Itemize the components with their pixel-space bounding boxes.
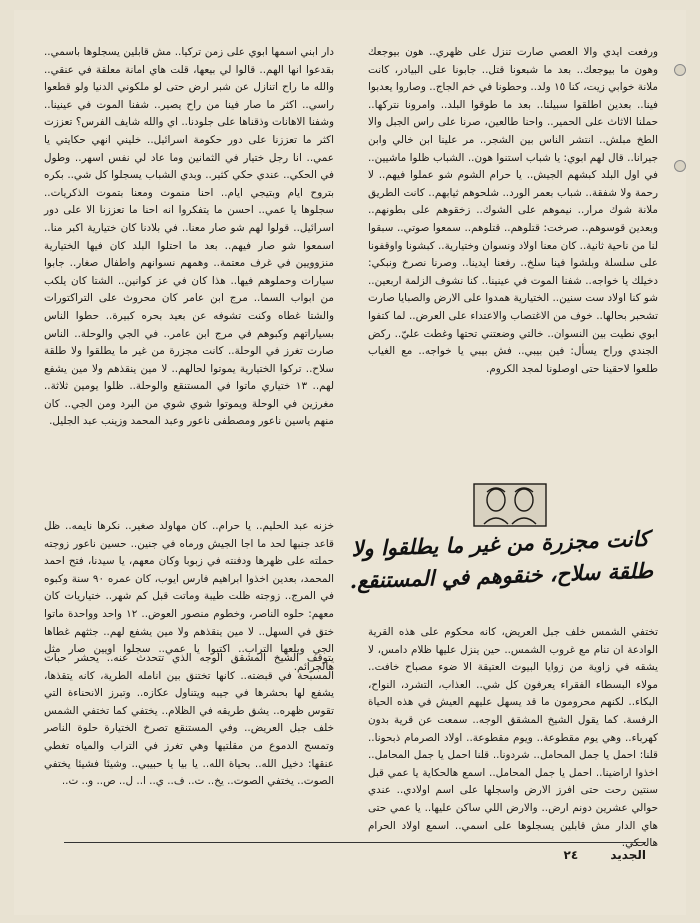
- binding-ring: [674, 64, 686, 76]
- magazine-name: الجديد: [610, 848, 646, 862]
- headline-line-1: كانت مجزرة من غير ما يطلقوا ولا: [351, 525, 650, 562]
- left-column-bottom-text: يتوقف الشيخ المشقق الوجه الذي تتحدث عنه.. يحشر حبات المسبحة في قبضته.. كانها تختنق بين انامله الطرية، كانه يتقذها، يشفع لها بحشرها في جيبه ويتناول عكازه.. وتبرز الانحناءة التي تقوس ظهره.. يشق طريقه في الظلام.. يختفي كما تختفي الشمس خلف جبل العريض.. وفي المستنقع تصرخ الختيارة حلوة الناصر وتمسح الدموع من مقلتيها وهي تغرز في التراب والمياه تغطي عنقها: دخيل الله.. بحياة الله.. يا بيا يا حبيبي.. وشيئا فشيئا يختفي الصوت.. يختفي الصوت.. يخ.. ت.. ف.. ي.. ا.. ل.. ص.. و.. ت..: [44, 652, 334, 788]
- right-column-top-text: ورفعت ايدي والا العصي صارت تنزل على ظهري.. هون بيوجعك وهون ما بيوجعك.. بعد ما شبعونا قتل.. جابونا على البيادر، كانت ملانة خوابي زيت، كنا ١٥ ولد.. وحطونا في خم الجاج.. وصاروا يعدبوا فينا.. بعدين اطلقوا سبيلنا.. بعد ما طوقوا البلد.. وامرونا نتركها.. حملنا الاثاث على الحمير.. واحنا طالعين، صرنا على راس الجبل والا الطخ مبلش.. انتشر الناس بين الشجر.. مر علينا ابن خالي وابن جيرانا.. قال لهم ابوي: يا شباب استنوا هون.. الشباب ظلوا ماشيين.. في اول البلد كبشهم الجيش.. يا حرام الشوم شو عملوا فيهم.. لا رحمة ولا شفقة.. شباب بعمر الورد.. شلحوهم ثيابهم.. كانت الطريق ملانة شوك مرار.. نيموهم على الشوك.. زخقوهم على بطونهم.. وبعدين قوسوهم.. صرخت: قتلوهم.. قتلوهم.. سمعوا صوتي.. سبقوا لنا من ناحية ثانية.. كان معنا اولاد ونسوان وختيارية.. كبشونا واوقفونا على سلسلة وبلشوا فينا سلخ.. رفعنا ايدينا.. وصرنا نصرخ ونبكي: دخيلك يا خواجه.. شفنا الموت في عينينا.. كنا نشوف الزلمة اربعين.. شو كنا اولاد ست سنين.. الختيارية همدوا على الارض والصبايا صارت تشحبر بحالها.. خوف من الاغتصاب والاعتداء على العرض.. لما كتفوا ابوي نطيت بين النسوان.. خالتي وضعتني تحتها وغطت عليّ.. ركض الجندي وراح يسأل: فين بيبي.. فش بيبي يا خواجه.. مع الغياب طلعوا لاحقينا حتى اوصلونا لمجد الكروم.: [368, 46, 658, 375]
- footer-rule: [64, 842, 646, 843]
- pull-quote-headline: [345, 523, 658, 612]
- headline-line-2: طلقة سلاح، خنقوهم في المستنقع.: [349, 557, 654, 594]
- left-column-middle-text: خزنه عبد الحليم.. يا حرام.. كان مهاولد صغير.. نكرها نايمه.. ظل قاعد جنبها لحد ما اجا الجيش ورماه في جنين.. حسين ناعور زوجته حملته على ظهرها ودفنته في زبوبا وكان معهم، يا سيدنا، فتح احمد المحمد، بعدين اخذوا ابراهيم فارس ايوب، كان عمره ٩٠ سنة وكبوه في المرج.. زوجته ظلت طيبة وماتت قبل كم شهر.. ختياريات كان معهم: حلوه الناصر، وخطوم منصور العوض.. ١٢ واحد وواحدة ماتوا ختق في السهل.. لا مين ينقذهم ولا مين يشفع لهم.. جثثهم غطاها الجي وبلعها التراب.. اكتبوا يا عمي.. سجلوا اويين صار مثل هالجرائم.: [44, 520, 334, 673]
- left-column-top-text: دار ابني اسمها ابوي على زمن تركيا.. مش قابلين يسجلوها باسمي.. بقدعوا انها الهم.. قالوا لي بيعها، قلت هاي امانة معلقة في عنقي.. والله ما راح اتنازل عن شبر ارض حتى لو ملكوني الدنيا ولو قطعوا راسي.. اكثر ما صار فينا من راح يصير.. شفنا الموت في عينينا.. وشفنا الاهانات وذقناها على جلودنا.. اي والله شايف الفرس؟ تعززت اكثر ما تعززنا على دور حكومة اسرائيل.. خليني انهي حكايتي يا عمي.. انا رجل ختيار في الثمانين وما عاد لي نفس اسهر.. وطول في الحكي.. عندي حكي كثير.. وبدي الشباب يسجلوا كل شي.. بكره بتروح ايام وبتيجي ايام.. احنا منموت ومعنا بتموت الذكريات.. سجلوها يا عمي.. احسن ما يتفكروا انه احنا ما تعززنا الا على دور اسرائيل.. قولوا لهم شو صار معنا.. في بلادنا كان ختيارية اكبر منا.. اسمعوا شو صار فيهم.. بعد ما احتلوا البلد كان فيها الختيارية منزوويين في غرف معتمة.. وهمهم نسوانهم واطفال صغار.. جابوا سيارات وحملوهم فيها.. هذا كان في عز كوانين.. الشتا كان يلكب من ابواب السما.. مرج ابن عامر كان محروث على التراكتورات والشتا غطاه وكنت تشوفه عن بعيد بحره كبيرة.. حطوا الناس بسياراتهم وكبوهم في مرج ابن عامر.. في الجي والوحلة.. الناس صارت تغرز في الوحلة.. كانت مجزرة من غير ما يطلقوا ولا طلقة سلاح.. تركوا الختيارية يموتوا لحالهم.. لا مين ينقذهم ولا مين يشفع لهم.. ١٣ ختياري ماتوا في المستنقع والوحلة.. ظلوا يومين ثلاثة.. مغرزين في الوحلة ويموتوا شوي شوي من البرد ومن الجي.. كان منهم ياسين ناعور ومصطفى ناعور وعبد المحمد وزينب عبد الجليل.: [44, 46, 334, 428]
- magazine-page: [14, 10, 686, 915]
- left-column: [44, 44, 334, 840]
- binding-ring: [674, 160, 686, 172]
- right-column-bottom-text: تختفي الشمس خلف جبل العريض، كانه محكوم على هذه القرية الوادعة ان تنام مع غروب الشمس.. حين ينزل عليها ظلام دامس، لا يشقه في زاوية من زوايا البيوت العتيقة الا ضوء مصباح خافت.. مولاء البسطاء الفقراء يعرفون كل شي.. العذاب، التشرد، النواح، البكاء.. لكنهم محرومون ما قد يسهل عليهم العيش في هذه الحياة الرفسة. كما يقول الشيخ المشقق الوجه.. سمعت عن قرية بدون كهرباء.. وهي يوم مقطوعة.. ويوم مقطوعة.. اولاد الصرمام ذبحونا.. قلنا: احمل يا جمل المحامل.. شردونا.. قلنا احمل يا جمل المحامل.. اخذوا اراضينا.. احمل يا جمل المحامل.. اسمع هالحكاية يا عمي قبل سنتين رحت حتى افرز الارض واسجلها على اسم اولادي.. عندي حوالي عشرين دونم ارض.. والارض اللي ساكن عليها.. يا عمي حتى هاي الدار مش قابلين يسجلوها على اسمي.. اسمع اولاد الحرام هالحكي.: [368, 626, 658, 850]
- page-number: ٢٤: [563, 848, 579, 862]
- page-footer: [536, 848, 646, 862]
